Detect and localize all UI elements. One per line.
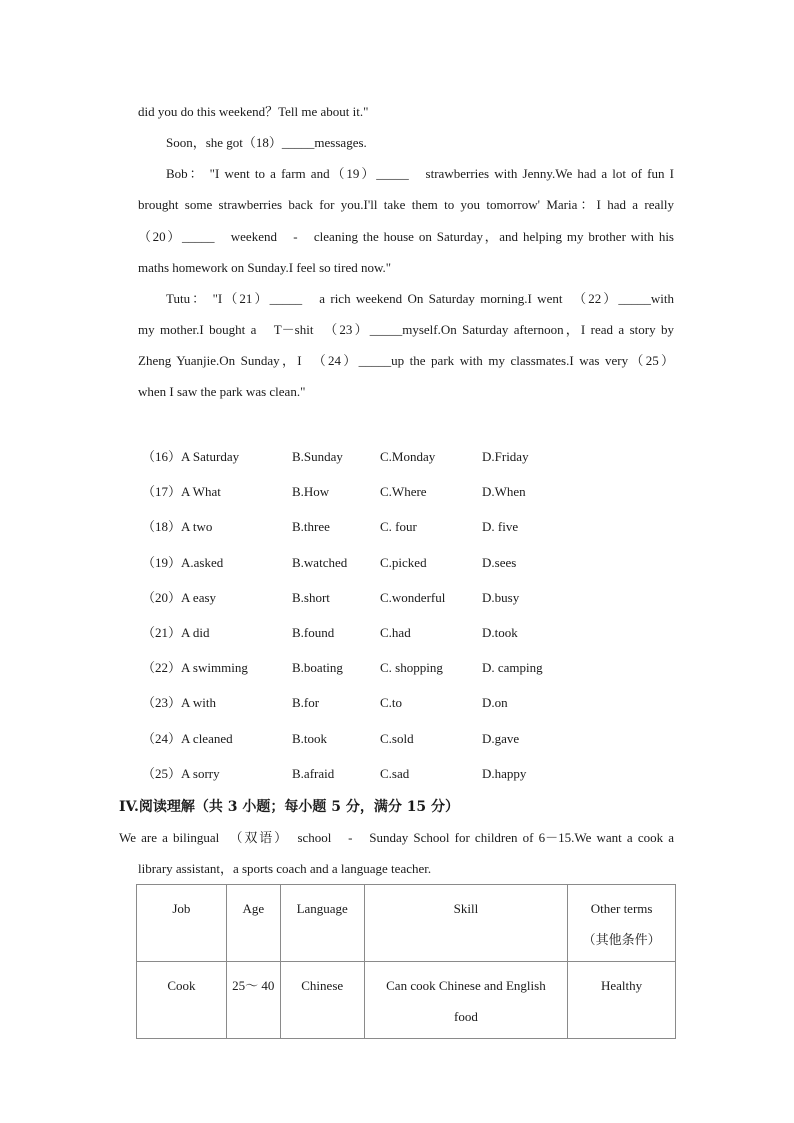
header-other-terms	[568, 885, 676, 962]
option-b: B.watched	[292, 555, 348, 570]
header-job: Job	[137, 885, 227, 962]
section-intro-line-1: We are a bilingual （双语） school - Sunday School for children of 6－15.We want a cook a	[119, 830, 674, 845]
cell-skill-line-1: Can cook Chinese and English	[386, 978, 546, 993]
option-b: B.afraid	[292, 766, 335, 781]
option-c: C.sold	[380, 731, 414, 746]
passage-line-6: maths homework on Sunday.I feel so tired now."	[138, 260, 392, 275]
option-d: D. five	[482, 519, 519, 534]
option-d: D.Friday	[482, 449, 529, 464]
option-b: B.short	[292, 590, 330, 605]
option-d: D.happy	[482, 766, 527, 781]
cell-language: Chinese	[280, 962, 364, 1039]
option-c: C.to	[380, 695, 403, 710]
option-d: D.busy	[482, 590, 520, 605]
option-a: （17）A What	[142, 484, 221, 499]
option-d: D.on	[482, 695, 508, 710]
table-row	[137, 962, 676, 1039]
option-a: （23）A with	[142, 695, 217, 710]
passage-line-7: Tutu： "I（21）_____ a rich weekend On Saturday morning.I went （22）_____with	[166, 291, 674, 306]
option-b: B.for	[292, 695, 320, 710]
passage-line-4: brought some strawberries back for you.I'll take them to you tomorrow' Maria：I had a really	[138, 197, 674, 212]
option-c: C.Monday	[380, 449, 436, 464]
option-b: B.found	[292, 625, 335, 640]
header-other-line-1: Other terms	[590, 901, 653, 916]
option-d: D.gave	[482, 731, 520, 746]
section-heading: IV.阅读理解（共 3 小题；每小题 5 分，满分 15 分）	[119, 799, 460, 815]
option-a: （16）A Saturday	[142, 449, 240, 464]
passage-line-2: Soon，she got（18）_____messages.	[166, 135, 367, 150]
passage-line-8: my mother.I bought a T－shit （23）_____myself.On Saturday afternoon，I read a story by	[138, 322, 674, 337]
header-language: Language	[280, 885, 364, 962]
option-d: D.took	[482, 625, 518, 640]
option-c: C. shopping	[380, 660, 443, 675]
option-b: B.boating	[292, 660, 343, 675]
passage-line-1: did you do this weekend？Tell me about it."	[138, 104, 369, 119]
cell-skill	[364, 962, 568, 1039]
section-intro-line-2: library assistant，a sports coach and a language teacher.	[138, 861, 432, 876]
option-d: D. camping	[482, 660, 543, 675]
option-c: C.picked	[380, 555, 427, 570]
table-header-row	[137, 885, 676, 962]
option-a: （19）A.asked	[142, 555, 224, 570]
passage-line-10: when I saw the park was clean."	[138, 384, 306, 399]
passage-line-9: Zheng Yuanjie.On Sunday，I （24）_____up the park with my classmates.I was very（25）	[138, 353, 674, 368]
option-b: B.How	[292, 484, 330, 499]
header-age: Age	[226, 885, 280, 962]
option-c: C.had	[380, 625, 411, 640]
option-d: D.When	[482, 484, 526, 499]
cell-job: Cook	[137, 962, 227, 1039]
cell-other: Healthy	[568, 962, 676, 1039]
option-c: C.wonderful	[380, 590, 446, 605]
option-c: C. four	[380, 519, 417, 534]
header-skill: Skill	[364, 885, 568, 962]
option-a: （22）A swimming	[142, 660, 248, 675]
option-b: B.three	[292, 519, 330, 534]
option-a: （25）A sorry	[142, 766, 220, 781]
option-a: （24）A cleaned	[142, 731, 233, 746]
header-other-line-2: （其他条件）	[582, 932, 661, 947]
option-d: D.sees	[482, 555, 517, 570]
option-a: （20）A easy	[142, 590, 217, 605]
job-table	[136, 884, 676, 1039]
option-a: （18）A two	[142, 519, 213, 534]
option-a: （21）A did	[142, 625, 210, 640]
passage-line-3: Bob： "I went to a farm and（19）_____ strawberries with Jenny.We had a lot of fun I	[166, 166, 674, 181]
cell-skill-line-2: food	[454, 1009, 478, 1024]
option-c: C.sad	[380, 766, 410, 781]
option-c: C.Where	[380, 484, 427, 499]
passage-line-5: （20）_____ weekend - cleaning the house on Saturday，and helping my brother with his	[138, 229, 674, 244]
option-b: B.Sunday	[292, 449, 343, 464]
option-b: B.took	[292, 731, 328, 746]
cell-age: 25～ 40	[226, 962, 280, 1039]
